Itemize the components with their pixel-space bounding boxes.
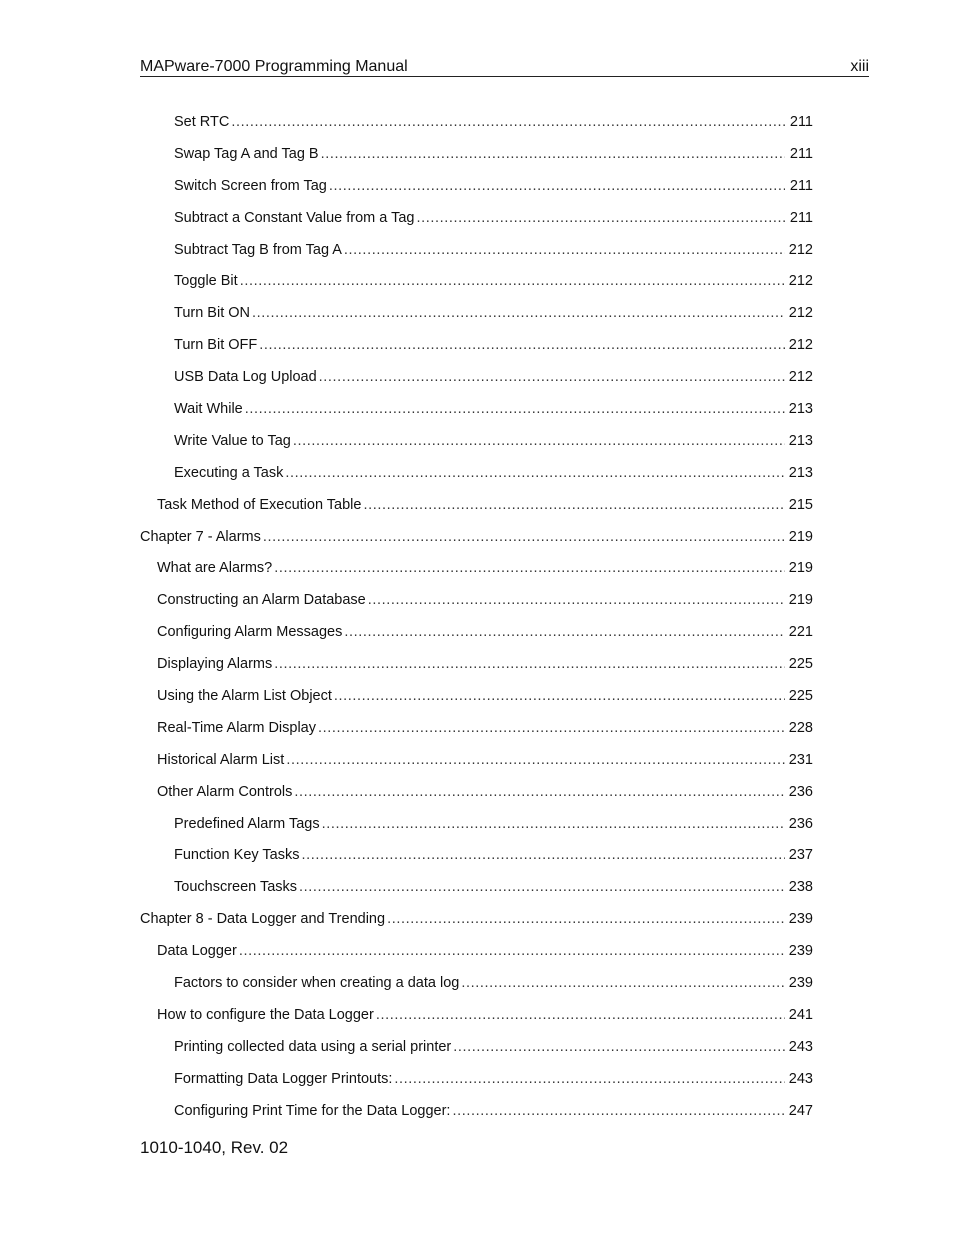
toc-entry-page: 219 [788, 560, 813, 577]
toc-entry-title: USB Data Log Upload [174, 369, 317, 386]
toc-entry[interactable] [174, 393, 813, 425]
toc-entry-page: 215 [788, 496, 813, 513]
toc-entry[interactable] [174, 1063, 813, 1095]
toc-entry-page: 212 [788, 241, 813, 258]
toc-dot-leader [461, 973, 785, 993]
toc-entry-page: 239 [788, 911, 813, 928]
toc-dot-leader [285, 463, 785, 483]
toc-entry-page: 213 [788, 400, 813, 417]
toc-entry[interactable] [174, 106, 813, 138]
toc-dot-leader [240, 271, 785, 291]
toc-entry-title: Predefined Alarm Tags [174, 815, 320, 832]
toc-entry-page: 238 [788, 879, 813, 896]
toc-entry-page: 237 [788, 847, 813, 864]
toc-entry-page: 211 [789, 113, 813, 130]
toc-entry[interactable] [157, 999, 813, 1031]
toc-entry-title: Toggle Bit [174, 273, 238, 290]
toc-entry-title: Wait While [174, 400, 243, 417]
toc-dot-leader [344, 240, 785, 260]
toc-entry[interactable] [140, 903, 813, 935]
toc-dot-leader [239, 941, 785, 961]
toc-dot-leader [376, 1005, 785, 1025]
toc-entry[interactable] [174, 1031, 813, 1063]
toc-entry[interactable] [174, 808, 813, 840]
toc-entry-title: Subtract a Constant Value from a Tag [174, 209, 415, 226]
toc-dot-leader [322, 814, 785, 834]
header-page-number: xiii [850, 58, 869, 75]
toc-entry-title: Switch Screen from Tag [174, 177, 327, 194]
toc-entry-title: Turn Bit ON [174, 305, 251, 322]
toc-dot-leader [299, 877, 785, 897]
toc-dot-leader [318, 718, 785, 738]
toc-entry[interactable] [174, 1095, 813, 1127]
toc-entry-title: Subtract Tag B from Tag A [174, 241, 342, 258]
toc-dot-leader [368, 590, 785, 610]
toc-entry-title: Configuring Print Time for the Data Logger: [174, 1102, 451, 1119]
toc-entry-page: 241 [788, 1006, 813, 1023]
toc-entry-title: Turn Bit OFF [174, 337, 258, 354]
toc-dot-leader [252, 303, 785, 323]
toc-entry[interactable] [174, 202, 813, 234]
toc-entry-title: How to configure the Data Logger [157, 1006, 374, 1023]
toc-dot-leader [301, 845, 785, 865]
toc-entry[interactable] [174, 425, 813, 457]
toc-entry-title: What are Alarms? [157, 560, 273, 577]
toc-entry-title: Executing a Task [174, 464, 284, 481]
toc-entry-title: Task Method of Execution Table [157, 496, 362, 513]
toc-dot-leader [274, 654, 785, 674]
toc-entry[interactable] [157, 744, 813, 776]
toc-entry-title: Write Value to Tag [174, 432, 291, 449]
toc-entry-page: 225 [788, 656, 813, 673]
toc-entry-page: 219 [788, 528, 813, 545]
toc-entry[interactable] [174, 297, 813, 329]
toc-dot-leader [294, 782, 785, 802]
toc-entry[interactable] [140, 521, 813, 553]
toc-entry[interactable] [157, 616, 813, 648]
toc-dot-leader [452, 1101, 785, 1121]
toc-entry[interactable] [157, 935, 813, 967]
toc-entry[interactable] [174, 967, 813, 999]
toc-entry-title: Factors to consider when creating a data log [174, 974, 460, 991]
toc-entry-title: Chapter 8 - Data Logger and Trending [140, 911, 386, 928]
toc-entry-page: 212 [788, 305, 813, 322]
toc-dot-leader [231, 112, 785, 132]
table-of-contents [0, 106, 954, 1127]
toc-entry[interactable] [174, 871, 813, 903]
toc-entry-page: 219 [788, 592, 813, 609]
toc-entry-title: Configuring Alarm Messages [157, 624, 343, 641]
toc-dot-leader [453, 1037, 785, 1057]
toc-entry-title: Real-Time Alarm Display [157, 719, 316, 736]
toc-entry[interactable] [174, 361, 813, 393]
toc-entry-page: 211 [789, 145, 813, 162]
toc-entry-page: 221 [788, 624, 813, 641]
page-header [140, 56, 869, 77]
toc-entry-title: Set RTC [174, 113, 230, 130]
toc-entry-page: 213 [788, 432, 813, 449]
toc-entry[interactable] [157, 552, 813, 584]
toc-dot-leader [416, 208, 785, 228]
toc-entry-page: 211 [789, 177, 813, 194]
toc-entry[interactable] [174, 234, 813, 266]
toc-entry-title: Historical Alarm List [157, 751, 285, 768]
toc-entry-page: 231 [788, 751, 813, 768]
toc-entry-page: 211 [789, 209, 813, 226]
toc-entry-page: 239 [788, 943, 813, 960]
toc-dot-leader [329, 176, 785, 196]
toc-entry-page: 225 [788, 687, 813, 704]
toc-dot-leader [263, 527, 785, 547]
toc-dot-leader [286, 750, 785, 770]
toc-dot-leader [319, 367, 785, 387]
toc-dot-leader [259, 335, 785, 355]
toc-entry-title: Chapter 7 - Alarms [140, 528, 261, 545]
toc-dot-leader [394, 1069, 785, 1089]
toc-entry[interactable] [157, 712, 813, 744]
toc-entry-page: 213 [788, 464, 813, 481]
toc-entry[interactable] [157, 776, 813, 808]
toc-dot-leader [245, 399, 785, 419]
toc-entry-page: 236 [788, 815, 813, 832]
toc-dot-leader [321, 144, 785, 164]
toc-entry-title: Other Alarm Controls [157, 783, 293, 800]
toc-entry[interactable] [174, 138, 813, 170]
toc-entry[interactable] [174, 457, 813, 489]
document-revision: 1010-1040, Rev. 02 [140, 1138, 289, 1157]
toc-entry-page: 228 [788, 719, 813, 736]
toc-entry[interactable] [157, 680, 813, 712]
toc-entry-title: Constructing an Alarm Database [157, 592, 366, 609]
toc-dot-leader [274, 558, 785, 578]
toc-entry-title: Swap Tag A and Tag B [174, 145, 319, 162]
toc-entry-title: Displaying Alarms [157, 656, 273, 673]
toc-entry[interactable] [157, 584, 813, 616]
toc-dot-leader [344, 622, 785, 642]
toc-entry-page: 243 [788, 1038, 813, 1055]
toc-entry-title: Touchscreen Tasks [174, 879, 298, 896]
toc-entry-page: 243 [788, 1070, 813, 1087]
toc-entry[interactable] [157, 648, 813, 680]
toc-entry-title: Formatting Data Logger Printouts: [174, 1070, 393, 1087]
toc-entry[interactable] [174, 265, 813, 297]
toc-entry-title: Printing collected data using a serial printer [174, 1038, 452, 1055]
toc-dot-leader [293, 431, 785, 451]
toc-entry-page: 239 [788, 974, 813, 991]
toc-entry[interactable] [174, 170, 813, 202]
toc-entry-title: Data Logger [157, 943, 237, 960]
manual-title: MAPware-7000 Programming Manual [140, 58, 408, 75]
toc-entry-page: 247 [788, 1102, 813, 1119]
toc-entry-page: 212 [788, 337, 813, 354]
toc-entry-page: 236 [788, 783, 813, 800]
toc-entry-title: Function Key Tasks [174, 847, 300, 864]
toc-entry-page: 212 [788, 273, 813, 290]
toc-dot-leader [363, 495, 785, 515]
toc-entry[interactable] [157, 489, 813, 521]
toc-dot-leader [334, 686, 785, 706]
toc-entry[interactable] [174, 329, 813, 361]
toc-dot-leader [387, 909, 785, 929]
toc-entry-page: 212 [788, 369, 813, 386]
toc-entry-title: Using the Alarm List Object [157, 687, 332, 704]
toc-entry[interactable] [174, 839, 813, 871]
